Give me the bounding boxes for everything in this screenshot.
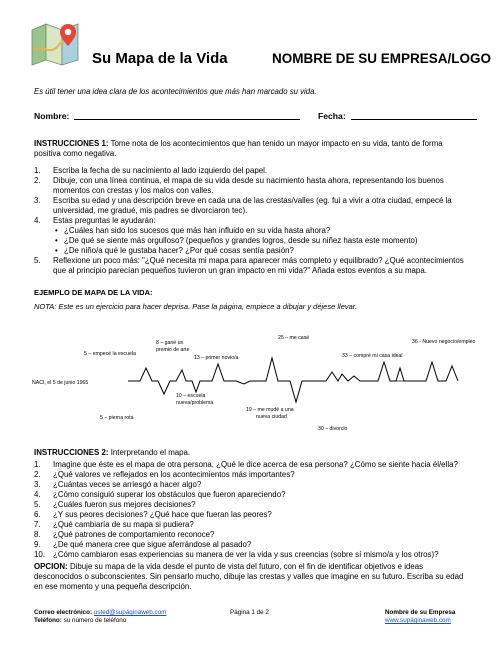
map-event-label: 25 – me casé	[278, 335, 310, 341]
item-number: 1.	[34, 166, 41, 175]
footer-website-link[interactable]: www.supáginaweb.com	[385, 617, 451, 624]
item-text: Imagine que éste es el mapa de otra persona. ¿Qué le dice acerca de esa persona? ¿Cómo se siente hacia él/ella?	[53, 460, 458, 469]
list-item	[34, 256, 466, 276]
map-start-label: NACI, el 5 de junio 1965	[32, 380, 89, 386]
date-field[interactable]	[351, 119, 477, 120]
map-event-label: 5 – pierna rota	[100, 415, 134, 421]
item-number: 7.	[34, 520, 41, 529]
bullet-icon: •	[55, 226, 58, 235]
footer-company	[385, 609, 455, 625]
instructions-1-list	[34, 166, 466, 276]
sub-item-text: ¿De niño/a qué le gustaba hacer? ¿Por qué cosas sentía pasión?	[64, 246, 294, 255]
instructions-2-heading: INSTRUCCIONES 2:	[34, 448, 109, 457]
map-logo-icon	[30, 20, 82, 66]
list-item	[34, 510, 474, 520]
item-number: 2.	[34, 176, 41, 185]
sub-list-item	[34, 226, 466, 236]
date-label: Fecha:	[318, 111, 346, 121]
map-event-label: 36 - Nuevo negocio/empleo	[412, 339, 476, 345]
sub-item-text: ¿De qué se siente más orgulloso? (pequeños y grandes logros, desde su niñez hasta este momento)	[64, 236, 418, 245]
item-text: Reflexione un poco más: "¿Qué necesita mi mapa para aparecer más completo y equilibrado? ¿Qué acontecimientos que al principio parecían pequeños tuvieron un gran impacto en mi vida?" Añada estos eventos a su mapa.	[53, 256, 464, 275]
option-text: Dibuje su mapa de la vida desde el punto de vista del futuro, con el fin de identificar objetivos e ideas desconocidos o subconscientes. Sin pensarlo mucho, dibuje las crestas y valles que imagine en su futuro. Escriba su edad en ese momento y una pequeña descripción.	[34, 562, 464, 591]
example-note: NOTA: Este es un ejercicio para hacer deprisa. Pase la página, empiece a dibujar y déjese llevar.	[34, 302, 358, 311]
item-number: 3.	[34, 196, 41, 205]
instructions-2-text: Interpretando el mapa.	[108, 448, 191, 457]
item-number: 2.	[34, 470, 41, 479]
item-text: ¿Qué valores ve reflejados en los acontecimientos más importantes?	[53, 470, 295, 479]
map-event-label: 13 – primer novio/a	[194, 355, 239, 361]
item-text: ¿Y sus peores decisiones? ¿Qué hace que fueran las peores?	[53, 510, 272, 519]
map-event-label: 30 – divorcio	[318, 426, 348, 432]
instructions-1-text: Tome nota de los acontecimientos que han tenido un mayor impacto en su vida, tanto de forma positiva como negativa.	[34, 139, 443, 158]
company-name-logo: NOMBRE DE SU EMPRESA/LOGO	[272, 51, 492, 66]
instructions-2-list	[34, 460, 474, 560]
item-text: ¿Qué patrones de comportamiento reconoce?	[53, 530, 215, 539]
footer-email-row	[34, 609, 166, 617]
option-paragraph	[34, 562, 466, 592]
list-item	[34, 500, 474, 510]
item-text: Dibuje, con una línea continua, el mapa de su vida desde su nacimiento hasta ahora, representando los buenos momentos con crestas y los malos con valles.	[53, 176, 444, 195]
footer-email-link[interactable]: usted@supáginaweb.com	[93, 609, 167, 616]
life-map-diagram	[0, 318, 500, 438]
item-number: 4.	[34, 490, 41, 499]
map-event-label: 33 – compré mi casa ideal	[342, 353, 403, 359]
map-event-label: 8 – gané un	[156, 340, 184, 346]
list-item	[34, 530, 474, 540]
item-text: Escriba la fecha de su nacimiento al lado izquierdo del papel.	[53, 166, 268, 175]
list-item	[34, 166, 466, 176]
sub-list-item	[34, 246, 466, 256]
map-event-label: premio de arte	[156, 347, 190, 353]
item-number: 8.	[34, 530, 41, 539]
item-text: ¿Cuáles fueron sus mejores decisiones?	[53, 500, 196, 509]
footer-contact	[34, 609, 166, 625]
map-event-label: nueva/problema	[176, 400, 214, 406]
instructions-2-intro	[34, 448, 466, 458]
item-number: 3.	[34, 480, 41, 489]
list-item	[34, 490, 474, 500]
intro-text: Es útil tener una idea clara de los acontecimientos que más han marcado su vida.	[34, 87, 317, 96]
footer-email-label: Correo electrónico:	[34, 609, 93, 616]
item-text: ¿De qué manera cree que sigue aferrándose al pasado?	[53, 540, 252, 549]
footer-phone-row	[34, 617, 166, 625]
item-text: Escriba su edad y una descripción breve en cada una de las crestas/valles (eg. fui a vivir a otra ciudad, empecé la universidad, me gradué, mis padres se divorciaron tec).	[53, 196, 452, 215]
item-number: 6.	[34, 510, 41, 519]
name-field[interactable]	[74, 119, 300, 120]
list-item	[34, 480, 474, 490]
sub-list-item	[34, 236, 466, 246]
item-number: 4.	[34, 216, 41, 225]
list-item	[34, 176, 466, 196]
item-text: ¿Cómo cambiaron esas experiencias su manera de ver la vida y sus creencias (sobre sí mismo/a y los otros)?	[53, 550, 439, 559]
list-item	[34, 196, 466, 216]
list-item	[34, 550, 474, 560]
item-text: ¿Cuántas veces se arriesgó a hacer algo?	[53, 480, 202, 489]
instructions-1-heading: INSTRUCCIONES 1:	[34, 139, 109, 148]
footer-phone: su número de teléfono	[63, 617, 127, 624]
footer-phone-label: Teléfono:	[34, 617, 62, 624]
item-text: ¿Cómo consiguió superar los obstáculos que fueron apareciendo?	[53, 490, 286, 499]
map-event-label: 10 – escuela	[176, 393, 206, 399]
list-item	[34, 540, 474, 550]
footer-page-number: Página 1 de 2	[230, 609, 269, 616]
instructions-1-intro	[34, 139, 466, 159]
list-item	[34, 216, 466, 226]
example-heading: EJEMPLO DE MAPA DE LA VIDA:	[34, 288, 153, 297]
item-number: 5.	[34, 256, 41, 265]
footer-company-name: Nombre de su Empresa	[385, 609, 456, 616]
page-title: Su Mapa de la Vida	[92, 50, 228, 67]
sub-item-text: ¿Cuáles han sido los sucesos que más han influido en su vida hasta ahora?	[64, 226, 331, 235]
list-item	[34, 520, 474, 530]
item-number: 10.	[34, 550, 45, 559]
name-label: Nombre:	[34, 111, 70, 121]
map-event-label: nueva ciudad	[256, 414, 287, 420]
map-event-label: 19 – me mudé a una	[246, 407, 294, 413]
item-number: 9.	[34, 540, 41, 549]
bullet-icon: •	[55, 246, 58, 255]
bullet-icon: •	[55, 236, 58, 245]
list-item	[34, 470, 474, 480]
map-event-label: 5 – empecé la escuela	[84, 351, 136, 357]
item-number: 5.	[34, 500, 41, 509]
option-heading: OPCION:	[34, 562, 68, 571]
list-item	[34, 460, 474, 470]
item-text: Estas preguntas le ayudarán:	[53, 216, 156, 225]
item-number: 1.	[34, 460, 41, 469]
item-text: ¿Qué cambiaría de su mapa si pudiera?	[53, 520, 194, 529]
